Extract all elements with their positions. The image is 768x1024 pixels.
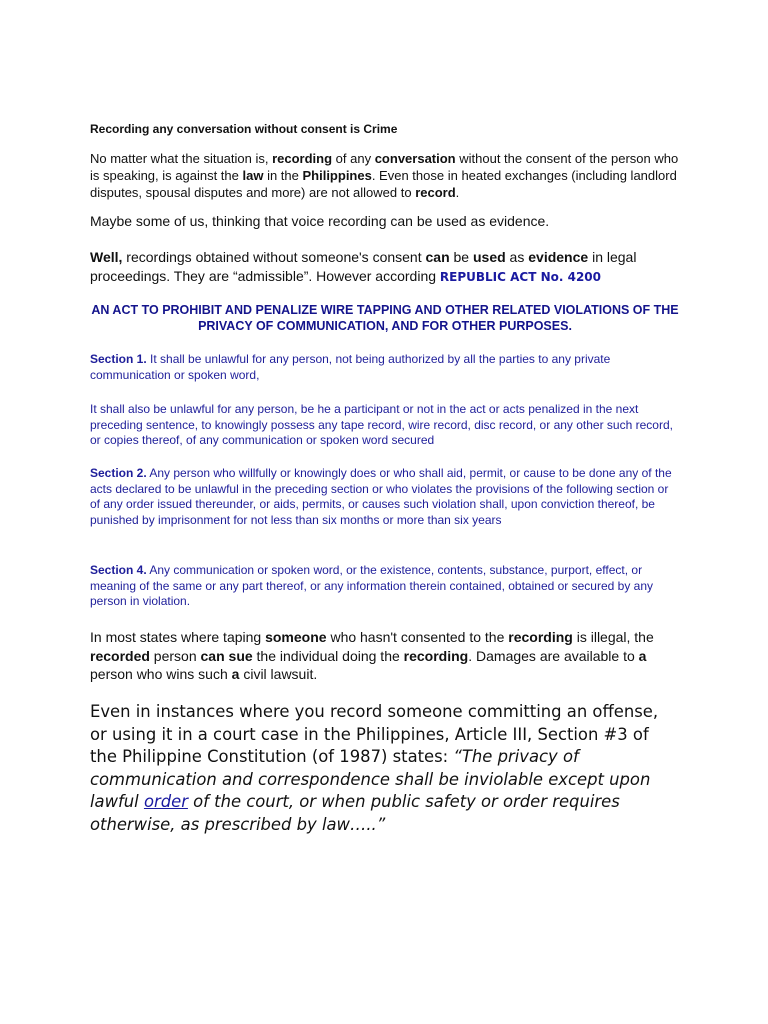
bold-a-2: a xyxy=(231,666,240,682)
intro-text-1: No matter what the situation is, xyxy=(90,151,273,166)
bold-can-sue: can sue xyxy=(200,647,253,664)
intro-bold-recording: recording xyxy=(272,151,333,166)
constitution-text: Even in instances where you record someone committing an offense, or using it in a court case in the Philippines, Article III, Section #3 of the Philippine Constitution (of 1987) states: xyxy=(90,702,659,766)
lawsuit-text-7: person who wins such xyxy=(90,666,232,682)
lawsuit-text-1: In most states where taping xyxy=(90,629,266,645)
bold-someone: someone xyxy=(265,629,327,645)
intro-text-2: of any xyxy=(332,151,375,166)
constitution-quote-1: “The privacy of communication and correspondence shall be inviolable except upon lawful xyxy=(90,747,651,811)
section-2-text: Any person who willfully or knowingly does or who shall aid, permit, or cause to be done any of the acts declared to be unlawful in the preceding section or who violates the provisions of the following section or of any order issued thereunder, or aids, permits, or causes such violation shall, upon conviction thereof, be punished by imprisonment for not less than six months or more than six years xyxy=(90,466,672,527)
bold-can: can xyxy=(425,249,450,265)
lawsuit-text-5: the individual doing the xyxy=(252,647,404,664)
section-4-text: Any communication or spoken word, or the existence, contents, substance, purport, effect, or meaning of the same or any part thereof, or any information therein contained, obtained or secured by any person in violation. xyxy=(90,563,654,608)
intro-text-5: . Even those in heated exchanges (including landlord disputes, spousal disputes and more) are not allowed to xyxy=(90,168,677,200)
section-2-label: Section 2. xyxy=(90,466,147,480)
constitution-quote-2: of the court, or when public safety or order requires otherwise, as prescribed by law…..” xyxy=(90,792,620,834)
intro-bold-philippines: Philippines xyxy=(302,168,372,183)
constitution-paragraph xyxy=(90,701,680,836)
admissible-text-1: recordings obtained without someone's consent xyxy=(122,249,426,265)
lawsuit-text-2: who hasn't consented to the xyxy=(326,629,509,645)
evidence-paragraph: Maybe some of us, thinking that voice recording can be used as evidence. xyxy=(90,213,550,229)
bold-a-1: a xyxy=(638,647,647,664)
section-1-label: Section 1. xyxy=(90,352,147,366)
lawsuit-text-8: civil lawsuit. xyxy=(239,666,318,682)
bold-recording-1: recording xyxy=(508,629,573,645)
admissible-text-4: in legal proceedings. They are “admissible”. However according xyxy=(90,249,637,284)
lawsuit-paragraph xyxy=(90,628,680,684)
lawsuit-text-3: is illegal, the xyxy=(572,629,654,645)
admissible-paragraph xyxy=(90,248,680,287)
lawsuit-text-4: person xyxy=(149,647,201,664)
republic-act-label: REPUBLIC ACT No. 4200 xyxy=(439,270,602,284)
section-4-label: Section 4. xyxy=(90,563,147,577)
section-2 xyxy=(90,466,680,528)
intro-bold-record: record xyxy=(415,185,456,200)
intro-paragraph xyxy=(90,150,680,201)
section-1 xyxy=(90,352,680,383)
intro-text-4: in the xyxy=(263,168,303,183)
bold-recording-2: recording xyxy=(403,647,469,664)
intro-bold-conversation: conversation xyxy=(374,151,456,166)
bold-recorded: recorded xyxy=(90,647,150,664)
section-4 xyxy=(90,563,680,610)
intro-text-6: . xyxy=(455,185,460,200)
admissible-text-2: be xyxy=(449,249,473,265)
intro-text-3: without the consent of the person who is speaking, is against the xyxy=(90,151,679,183)
admissible-text-3: as xyxy=(505,249,529,265)
bold-evidence: evidence xyxy=(528,249,589,265)
page-title: Recording any conversation without consent is Crime xyxy=(90,122,398,136)
intro-bold-law: law xyxy=(242,168,264,183)
act-heading: AN ACT TO PROHIBIT AND PENALIZE WIRE TAPPING AND OTHER RELATED VIOLATIONS OF THE PRIVACY OF COMMUNICATION, AND FOR OTHER PURPOSES. xyxy=(91,303,679,333)
section-1-text: It shall be unlawful for any person, not being authorized by all the parties to any private communication or spoken word, xyxy=(90,352,611,382)
order-link[interactable]: order xyxy=(143,792,188,811)
lawsuit-text-6: . Damages are available to xyxy=(468,647,639,664)
section-1-continued: It shall also be unlawful for any person, be he a participant or not in the act or acts penalized in the next preceding sentence, to knowingly possess any tape record, wire record, disc record, or any other such record, or copies thereof, of any communication or spoken word secured xyxy=(90,402,673,447)
bold-well: Well, xyxy=(90,249,123,265)
bold-used: used xyxy=(472,249,506,265)
